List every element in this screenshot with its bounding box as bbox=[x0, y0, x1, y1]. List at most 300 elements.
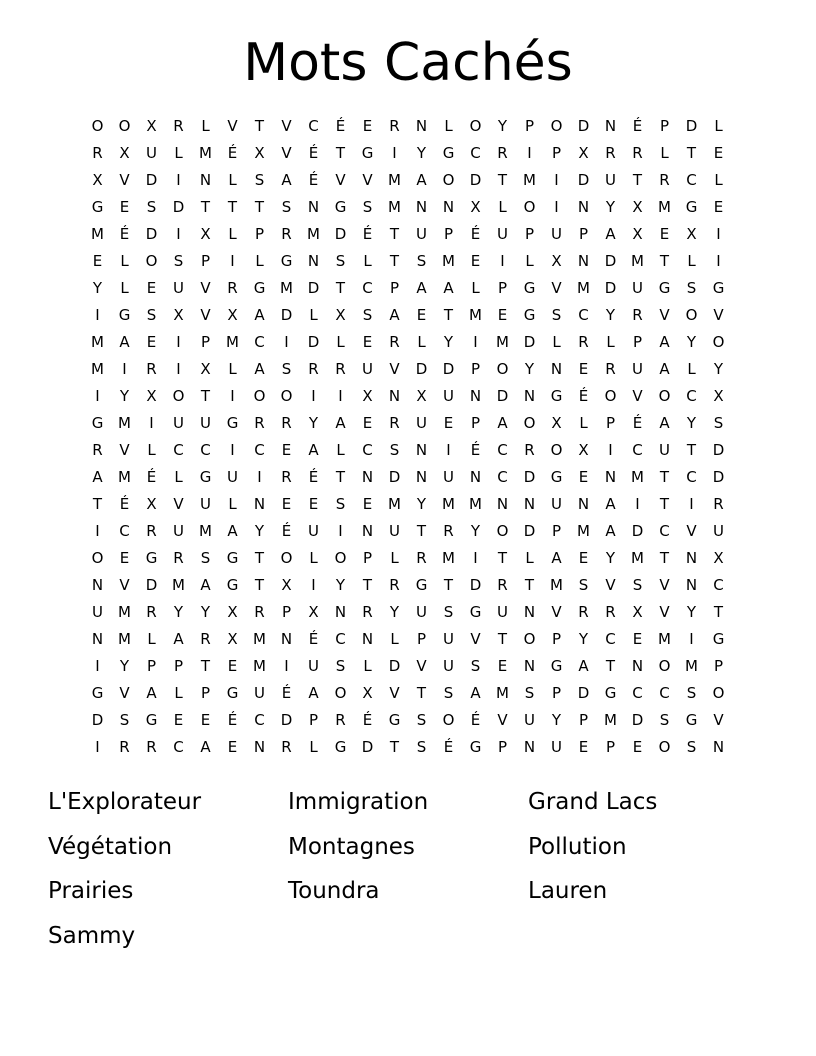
grid-letter: C bbox=[659, 522, 670, 540]
grid-letter: I bbox=[311, 387, 316, 405]
grid-letter: R bbox=[578, 333, 589, 351]
grid-letter: M bbox=[658, 198, 671, 216]
grid-letter: M bbox=[199, 522, 212, 540]
grid-letter: M bbox=[118, 630, 131, 648]
grid-letter: É bbox=[443, 738, 454, 756]
grid-letter: D bbox=[469, 171, 482, 189]
grid-letter: C bbox=[605, 630, 616, 648]
grid-letter: T bbox=[200, 387, 211, 405]
grid-letter: R bbox=[146, 522, 157, 540]
grid-letter: C bbox=[632, 441, 643, 459]
grid-letter: X bbox=[632, 225, 643, 243]
grid-letter: D bbox=[523, 468, 536, 486]
grid-letter: D bbox=[442, 360, 455, 378]
grid-letter: N bbox=[307, 198, 320, 216]
grid-letter: M bbox=[442, 495, 455, 513]
grid-letter: R bbox=[281, 225, 292, 243]
grid-letter: M bbox=[118, 603, 131, 621]
grid-letter: É bbox=[362, 711, 373, 729]
grid-letter: P bbox=[200, 252, 211, 270]
grid-letter: T bbox=[335, 144, 346, 162]
grid-letter: L bbox=[174, 468, 183, 486]
grid-letter: D bbox=[361, 738, 374, 756]
grid-letter: É bbox=[470, 711, 481, 729]
grid-letter: V bbox=[335, 171, 346, 189]
grid-letter: N bbox=[523, 603, 536, 621]
grid-letter: G bbox=[226, 576, 239, 594]
grid-letter: V bbox=[200, 279, 211, 297]
grid-letter: É bbox=[632, 414, 643, 432]
grid-letter: M bbox=[685, 657, 698, 675]
grid-letter: L bbox=[525, 549, 534, 567]
grid-letter: E bbox=[632, 630, 643, 648]
grid-letter: L bbox=[417, 333, 426, 351]
grid-letter: G bbox=[91, 684, 104, 702]
grid-letter: E bbox=[92, 252, 103, 270]
grid-letter: R bbox=[389, 414, 400, 432]
grid-letter: P bbox=[551, 630, 562, 648]
grid-letter: T bbox=[686, 441, 697, 459]
grid-letter: S bbox=[389, 441, 400, 459]
grid-letter: U bbox=[416, 225, 427, 243]
grid-letter: E bbox=[362, 495, 373, 513]
grid-letter: O bbox=[496, 360, 509, 378]
grid-letter: X bbox=[281, 576, 292, 594]
grid-letter: U bbox=[497, 603, 508, 621]
grid-letter: R bbox=[713, 495, 724, 513]
grid-letter: A bbox=[281, 171, 292, 189]
grid-letter: M bbox=[550, 576, 563, 594]
grid-letter: L bbox=[336, 441, 345, 459]
grid-letter: T bbox=[605, 657, 616, 675]
grid-letter: O bbox=[118, 117, 131, 135]
grid-letter: N bbox=[496, 495, 509, 513]
grid-letter: M bbox=[91, 333, 104, 351]
grid-letter: T bbox=[497, 171, 508, 189]
grid-letter: T bbox=[497, 549, 508, 567]
grid-letter: X bbox=[200, 360, 211, 378]
grid-letter: U bbox=[173, 414, 184, 432]
grid-letter: M bbox=[631, 549, 644, 567]
grid-letter: I bbox=[95, 738, 100, 756]
grid-letter: C bbox=[713, 576, 724, 594]
grid-letter: G bbox=[145, 711, 158, 729]
grid-letter: N bbox=[604, 468, 617, 486]
grid-letter: V bbox=[551, 603, 562, 621]
grid-letter: M bbox=[577, 522, 590, 540]
grid-letter: S bbox=[146, 198, 157, 216]
grid-letter: G bbox=[415, 576, 428, 594]
grid-row bbox=[84, 248, 732, 275]
grid-letter: S bbox=[416, 711, 427, 729]
grid-letter: I bbox=[338, 522, 343, 540]
grid-letter: R bbox=[416, 549, 427, 567]
grid-letter: O bbox=[334, 549, 347, 567]
grid-letter: A bbox=[605, 495, 616, 513]
grid-letter: O bbox=[658, 387, 671, 405]
grid-letter: I bbox=[176, 333, 181, 351]
grid-letter: A bbox=[335, 414, 346, 432]
grid-letter: Y bbox=[605, 549, 616, 567]
grid-letter: I bbox=[176, 171, 181, 189]
grid-letter: E bbox=[227, 657, 238, 675]
grid-letter: M bbox=[226, 333, 239, 351]
grid-letter: T bbox=[335, 279, 346, 297]
grid-row bbox=[84, 167, 732, 194]
grid-letter: T bbox=[389, 252, 400, 270]
grid-letter: Y bbox=[470, 522, 481, 540]
grid-letter: M bbox=[523, 171, 536, 189]
grid-letter: T bbox=[227, 198, 238, 216]
grid-letter: G bbox=[334, 198, 347, 216]
grid-letter: D bbox=[523, 333, 536, 351]
grid-letter: U bbox=[416, 603, 427, 621]
grid-letter: D bbox=[712, 468, 725, 486]
grid-letter: I bbox=[95, 657, 100, 675]
grid-letter: M bbox=[631, 468, 644, 486]
grid-letter: G bbox=[91, 198, 104, 216]
grid-letter: E bbox=[119, 198, 130, 216]
grid-letter: É bbox=[308, 468, 319, 486]
grid-letter: M bbox=[496, 333, 509, 351]
grid-letter: D bbox=[577, 684, 590, 702]
grid-letter: L bbox=[606, 333, 615, 351]
grid-letter: P bbox=[551, 144, 562, 162]
grid-letter: A bbox=[92, 468, 103, 486]
grid-letter: D bbox=[604, 279, 617, 297]
grid-letter: I bbox=[554, 198, 559, 216]
grid-letter: T bbox=[200, 657, 211, 675]
grid-letter: N bbox=[577, 495, 590, 513]
word-list-item: Sammy bbox=[48, 922, 136, 949]
grid-letter: L bbox=[687, 252, 696, 270]
grid-letter: U bbox=[200, 495, 211, 513]
grid-letter: Y bbox=[92, 279, 103, 297]
grid-letter: Y bbox=[605, 198, 616, 216]
grid-letter: P bbox=[497, 738, 508, 756]
grid-letter: L bbox=[687, 360, 696, 378]
grid-letter: Y bbox=[119, 387, 130, 405]
grid-letter: A bbox=[200, 576, 211, 594]
grid-letter: L bbox=[147, 630, 156, 648]
grid-letter: A bbox=[416, 279, 427, 297]
grid-letter: Y bbox=[119, 657, 130, 675]
grid-letter: E bbox=[362, 414, 373, 432]
grid-letter: Y bbox=[686, 603, 697, 621]
grid-letter: M bbox=[199, 144, 212, 162]
grid-letter: R bbox=[227, 279, 238, 297]
grid-letter: T bbox=[416, 684, 427, 702]
grid-letter: A bbox=[146, 684, 157, 702]
grid-letter: I bbox=[176, 225, 181, 243]
word-list-item: Montagnes bbox=[288, 833, 415, 860]
grid-letter: I bbox=[284, 333, 289, 351]
grid-row bbox=[84, 491, 732, 518]
grid-letter: I bbox=[284, 657, 289, 675]
grid-letter: C bbox=[254, 333, 265, 351]
grid-letter: G bbox=[145, 549, 158, 567]
grid-letter: D bbox=[280, 711, 293, 729]
word-list-item: Végétation bbox=[48, 833, 173, 860]
grid-letter: Y bbox=[335, 576, 346, 594]
grid-letter: O bbox=[685, 306, 698, 324]
grid-letter: M bbox=[577, 279, 590, 297]
grid-letter: S bbox=[335, 495, 346, 513]
grid-row bbox=[84, 356, 732, 383]
grid-letter: D bbox=[712, 441, 725, 459]
grid-letter: I bbox=[608, 441, 613, 459]
grid-letter: U bbox=[146, 144, 157, 162]
grid-letter: É bbox=[281, 684, 292, 702]
grid-letter: R bbox=[632, 306, 643, 324]
letter-grid bbox=[84, 113, 732, 761]
grid-letter: V bbox=[416, 657, 427, 675]
grid-letter: R bbox=[254, 603, 265, 621]
grid-letter: P bbox=[443, 225, 454, 243]
grid-letter: G bbox=[334, 738, 347, 756]
grid-letter: T bbox=[254, 198, 265, 216]
grid-letter: S bbox=[632, 576, 643, 594]
grid-letter: M bbox=[442, 252, 455, 270]
grid-letter: Y bbox=[713, 360, 724, 378]
grid-letter: V bbox=[497, 711, 508, 729]
grid-letter: D bbox=[577, 171, 590, 189]
grid-letter: S bbox=[443, 603, 454, 621]
grid-letter: P bbox=[551, 522, 562, 540]
grid-letter: U bbox=[389, 522, 400, 540]
grid-letter: E bbox=[173, 711, 184, 729]
grid-letter: X bbox=[200, 225, 211, 243]
grid-letter: I bbox=[95, 387, 100, 405]
grid-letter: I bbox=[446, 441, 451, 459]
grid-letter: S bbox=[551, 306, 562, 324]
grid-letter: P bbox=[497, 279, 508, 297]
grid-letter: R bbox=[146, 603, 157, 621]
grid-letter: V bbox=[362, 171, 373, 189]
grid-letter: I bbox=[149, 414, 154, 432]
grid-letter: X bbox=[173, 306, 184, 324]
grid-row bbox=[84, 680, 732, 707]
grid-letter: É bbox=[227, 711, 238, 729]
grid-letter: D bbox=[523, 522, 536, 540]
grid-letter: G bbox=[658, 279, 671, 297]
grid-letter: R bbox=[173, 117, 184, 135]
grid-letter: O bbox=[550, 117, 563, 135]
grid-letter: U bbox=[200, 414, 211, 432]
grid-letter: X bbox=[254, 144, 265, 162]
grid-letter: M bbox=[604, 711, 617, 729]
grid-letter: A bbox=[443, 279, 454, 297]
grid-letter: N bbox=[631, 657, 644, 675]
grid-letter: L bbox=[660, 144, 669, 162]
grid-letter: Y bbox=[686, 333, 697, 351]
grid-letter: P bbox=[362, 549, 373, 567]
grid-letter: C bbox=[254, 441, 265, 459]
grid-letter: M bbox=[388, 198, 401, 216]
grid-letter: Y bbox=[254, 522, 265, 540]
grid-letter: A bbox=[578, 657, 589, 675]
grid-letter: M bbox=[253, 657, 266, 675]
grid-letter: C bbox=[497, 441, 508, 459]
grid-letter: I bbox=[257, 468, 262, 486]
grid-letter: T bbox=[200, 198, 211, 216]
grid-letter: G bbox=[280, 252, 293, 270]
grid-letter: U bbox=[632, 360, 643, 378]
grid-letter: R bbox=[578, 603, 589, 621]
grid-row bbox=[84, 653, 732, 680]
grid-letter: N bbox=[469, 387, 482, 405]
grid-letter: X bbox=[551, 252, 562, 270]
grid-letter: D bbox=[604, 252, 617, 270]
grid-letter: I bbox=[230, 441, 235, 459]
grid-letter: E bbox=[281, 441, 292, 459]
grid-letter: L bbox=[390, 630, 399, 648]
grid-row bbox=[84, 464, 732, 491]
grid-letter: V bbox=[119, 441, 130, 459]
grid-letter: R bbox=[146, 738, 157, 756]
grid-letter: X bbox=[713, 387, 724, 405]
grid-letter: N bbox=[577, 252, 590, 270]
grid-letter: O bbox=[712, 684, 725, 702]
grid-letter: A bbox=[470, 684, 481, 702]
grid-letter: I bbox=[230, 252, 235, 270]
grid-letter: D bbox=[631, 522, 644, 540]
grid-letter: L bbox=[444, 117, 453, 135]
grid-letter: V bbox=[659, 603, 670, 621]
grid-letter: D bbox=[631, 711, 644, 729]
grid-letter: S bbox=[686, 738, 697, 756]
grid-letter: O bbox=[658, 738, 671, 756]
grid-letter: O bbox=[523, 630, 536, 648]
grid-letter: E bbox=[443, 414, 454, 432]
grid-letter: T bbox=[389, 738, 400, 756]
grid-letter: M bbox=[307, 225, 320, 243]
grid-letter: U bbox=[308, 522, 319, 540]
grid-letter: L bbox=[714, 171, 723, 189]
grid-letter: U bbox=[443, 468, 454, 486]
grid-letter: T bbox=[335, 468, 346, 486]
grid-letter: P bbox=[524, 117, 535, 135]
grid-letter: L bbox=[309, 549, 318, 567]
grid-letter: M bbox=[496, 684, 509, 702]
grid-letter: X bbox=[632, 198, 643, 216]
grid-letter: R bbox=[281, 468, 292, 486]
grid-letter: I bbox=[716, 225, 721, 243]
grid-letter: L bbox=[714, 117, 723, 135]
grid-letter: O bbox=[523, 198, 536, 216]
grid-letter: P bbox=[605, 414, 616, 432]
word-list-item: Prairies bbox=[48, 878, 134, 904]
grid-letter: X bbox=[416, 387, 427, 405]
grid-letter: M bbox=[469, 306, 482, 324]
grid-letter: G bbox=[442, 144, 455, 162]
grid-letter: R bbox=[254, 414, 265, 432]
grid-letter: P bbox=[578, 225, 589, 243]
grid-letter: T bbox=[389, 225, 400, 243]
grid-letter: A bbox=[200, 738, 211, 756]
grid-letter: Y bbox=[686, 414, 697, 432]
grid-letter: P bbox=[308, 711, 319, 729]
grid-letter: R bbox=[659, 171, 670, 189]
grid-letter: Y bbox=[416, 495, 427, 513]
grid-letter: A bbox=[497, 414, 508, 432]
grid-letter: N bbox=[361, 630, 374, 648]
word-list-item: Immigration bbox=[288, 789, 429, 815]
grid-letter: R bbox=[335, 711, 346, 729]
grid-letter: E bbox=[659, 225, 670, 243]
grid-letter: G bbox=[550, 468, 563, 486]
grid-letter: S bbox=[362, 306, 373, 324]
grid-letter: L bbox=[552, 333, 561, 351]
grid-letter: A bbox=[227, 522, 238, 540]
grid-letter: Y bbox=[497, 117, 508, 135]
grid-letter: A bbox=[605, 522, 616, 540]
grid-letter: R bbox=[92, 441, 103, 459]
grid-letter: É bbox=[632, 117, 643, 135]
grid-letter: U bbox=[632, 279, 643, 297]
grid-letter: U bbox=[551, 495, 562, 513]
grid-letter: X bbox=[335, 306, 346, 324]
grid-letter: N bbox=[91, 630, 104, 648]
grid-letter: R bbox=[335, 360, 346, 378]
grid-letter: Y bbox=[443, 333, 454, 351]
grid-letter: I bbox=[527, 144, 532, 162]
grid-letter: T bbox=[92, 495, 103, 513]
grid-letter: R bbox=[605, 360, 616, 378]
grid-letter: U bbox=[497, 225, 508, 243]
grid-letter: R bbox=[524, 441, 535, 459]
grid-row bbox=[84, 626, 732, 653]
grid-letter: V bbox=[713, 306, 724, 324]
grid-letter: M bbox=[91, 360, 104, 378]
grid-letter: U bbox=[443, 387, 454, 405]
grid-letter: R bbox=[632, 144, 643, 162]
grid-letter: P bbox=[713, 657, 724, 675]
grid-letter: C bbox=[173, 738, 184, 756]
grid-letter: A bbox=[308, 441, 319, 459]
grid-row bbox=[84, 329, 732, 356]
grid-letter: N bbox=[334, 603, 347, 621]
grid-letter: E bbox=[119, 549, 130, 567]
grid-letter: X bbox=[92, 171, 103, 189]
grid-letter: V bbox=[200, 306, 211, 324]
grid-letter: L bbox=[120, 252, 129, 270]
grid-row bbox=[84, 545, 732, 572]
grid-letter: X bbox=[227, 630, 238, 648]
grid-row bbox=[84, 410, 732, 437]
grid-letter: R bbox=[200, 630, 211, 648]
grid-letter: V bbox=[551, 279, 562, 297]
grid-letter: S bbox=[686, 684, 697, 702]
grid-letter: R bbox=[119, 738, 130, 756]
grid-letter: X bbox=[227, 306, 238, 324]
grid-letter: G bbox=[118, 306, 131, 324]
grid-letter: V bbox=[470, 630, 481, 648]
grid-letter: A bbox=[659, 360, 670, 378]
grid-letter: E bbox=[578, 360, 589, 378]
grid-letter: P bbox=[605, 738, 616, 756]
grid-letter: L bbox=[309, 738, 318, 756]
grid-letter: G bbox=[550, 657, 563, 675]
grid-letter: G bbox=[226, 684, 239, 702]
grid-letter: U bbox=[308, 657, 319, 675]
grid-letter: I bbox=[95, 522, 100, 540]
grid-letter: R bbox=[92, 144, 103, 162]
grid-letter: A bbox=[605, 225, 616, 243]
grid-letter: Y bbox=[605, 306, 616, 324]
grid-letter: S bbox=[416, 252, 427, 270]
grid-letter: I bbox=[689, 630, 694, 648]
